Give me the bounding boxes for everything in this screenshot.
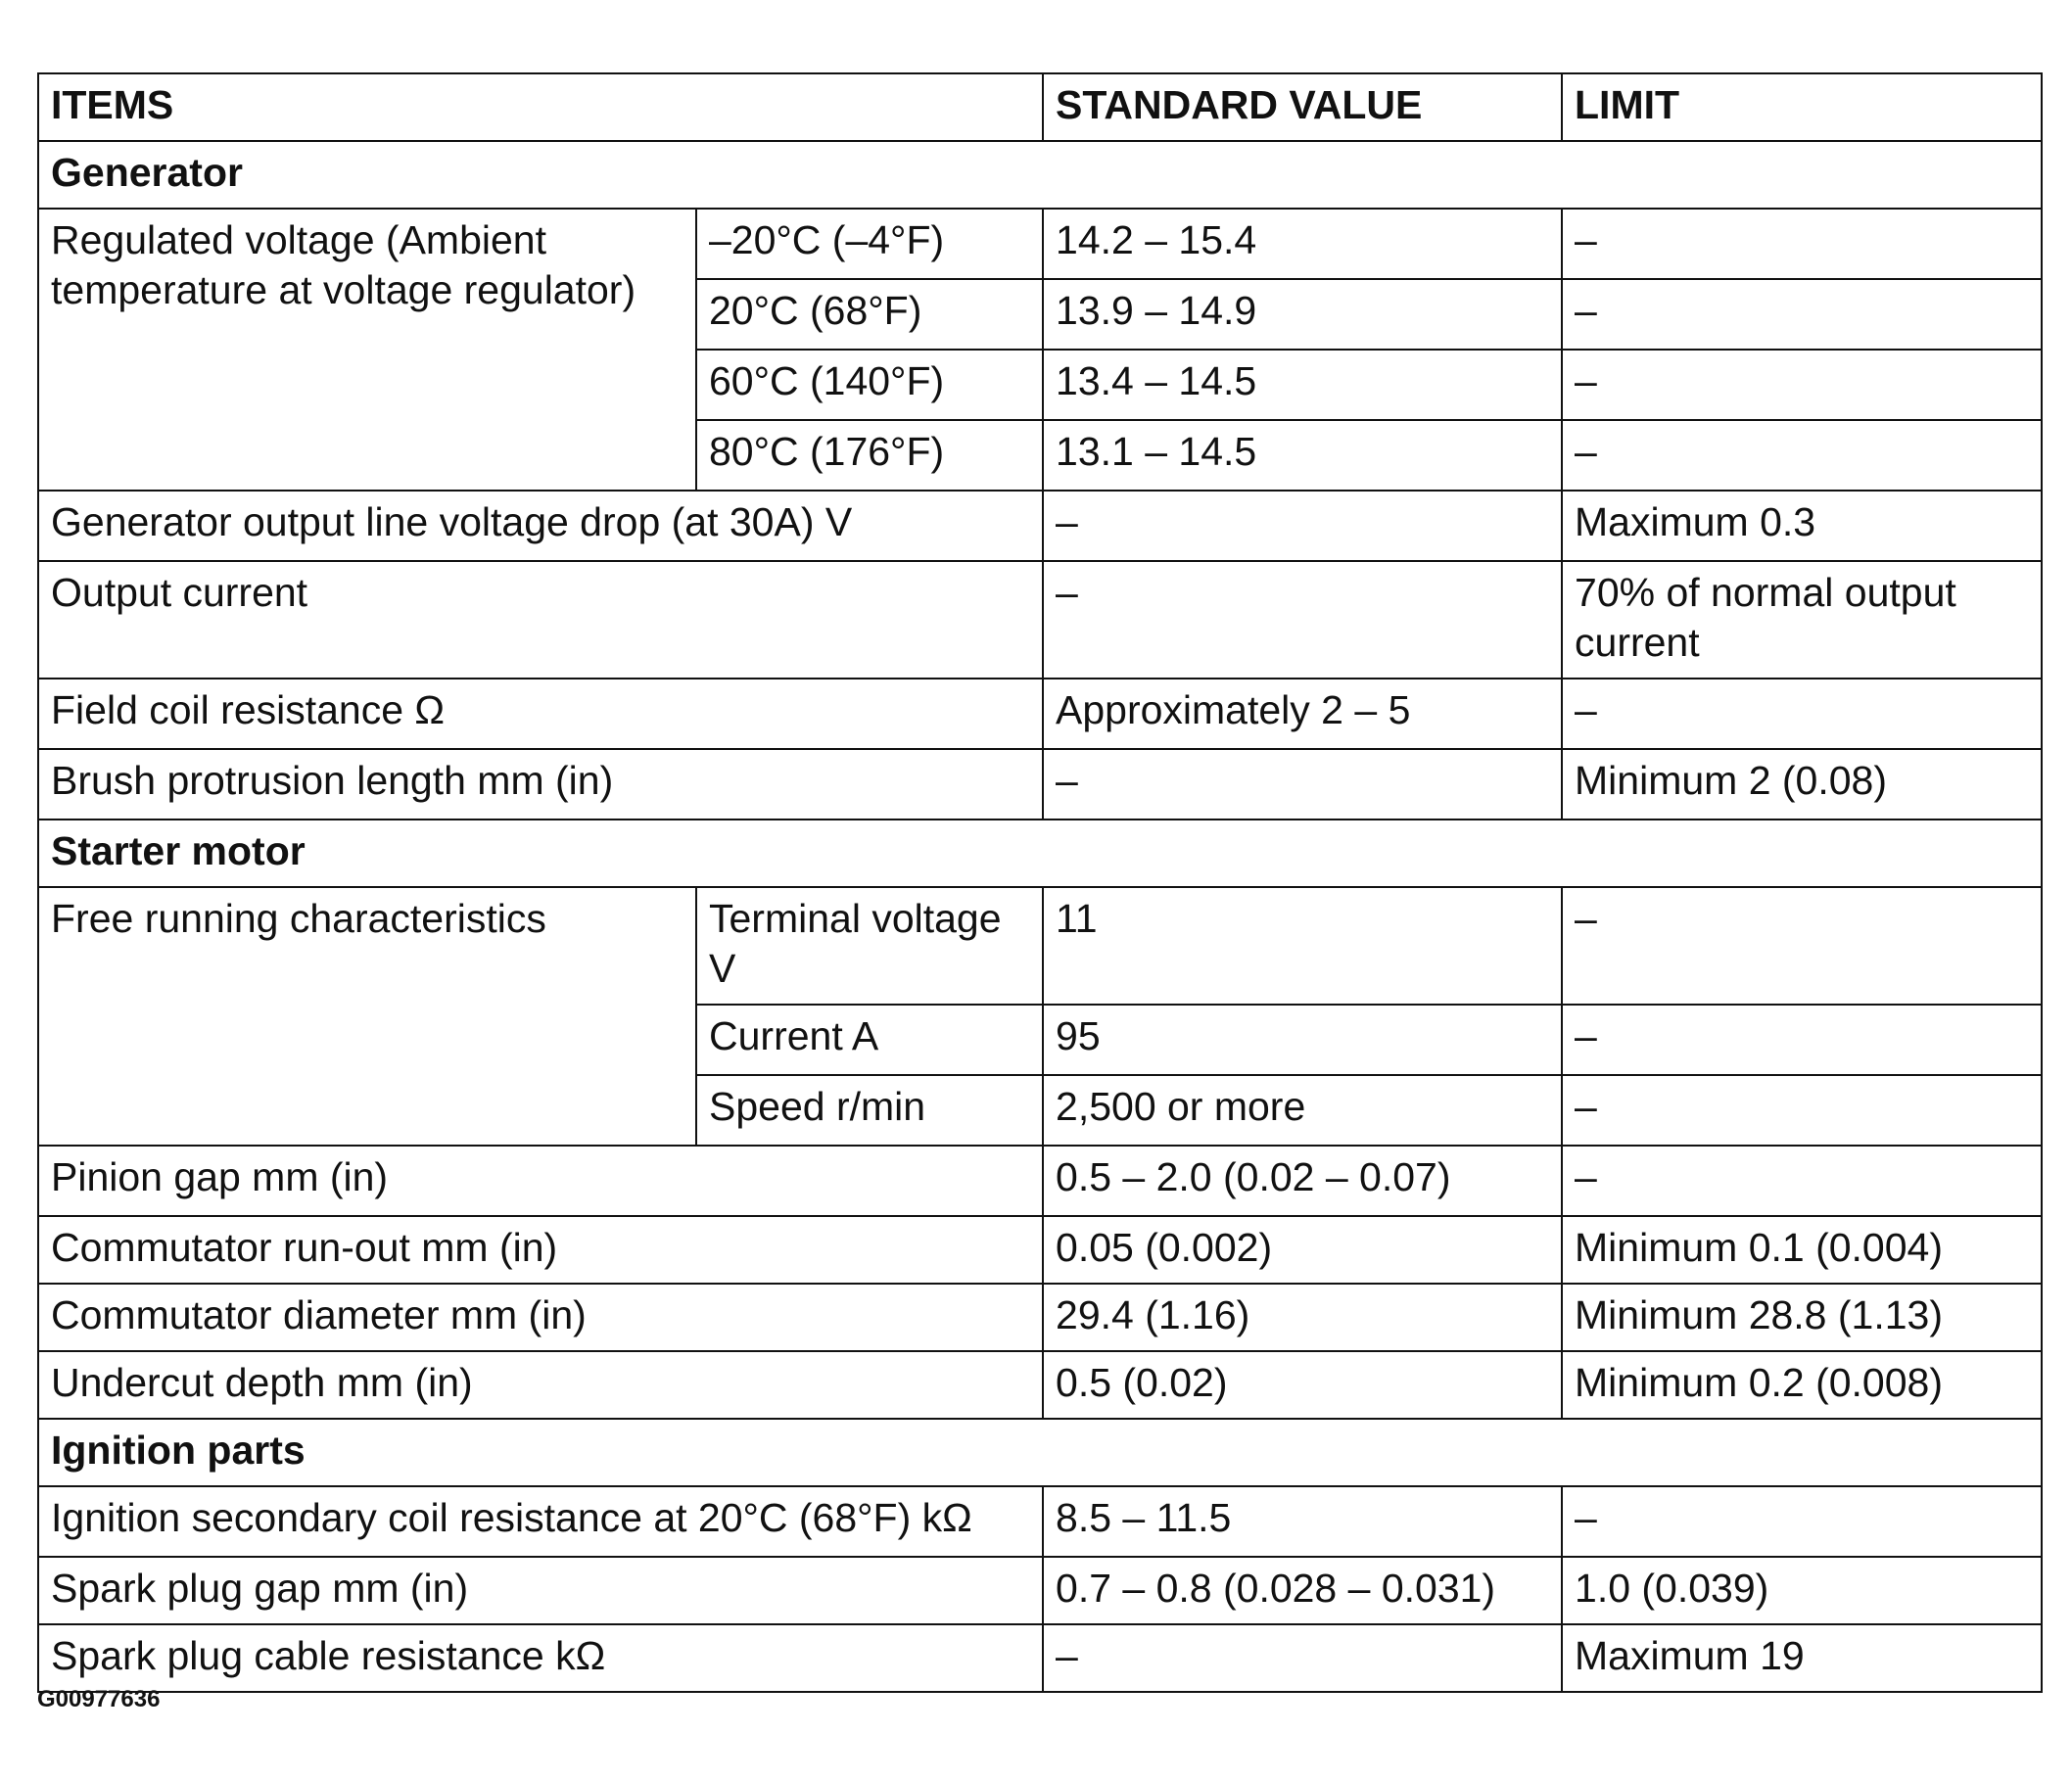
table-row	[38, 887, 2042, 1005]
item-cell: Regulated voltage (Ambient temperature at voltage regulator)	[38, 209, 696, 491]
limit-cell: –	[1562, 1486, 2042, 1557]
item-cell: Free running characteristics	[38, 887, 696, 1146]
standard-cell: 13.4 – 14.5	[1043, 350, 1562, 420]
condition-cell: Terminal voltage V	[696, 887, 1043, 1005]
table-header-row	[38, 73, 2042, 141]
limit-cell: –	[1562, 1075, 2042, 1146]
header-limit: LIMIT	[1562, 73, 2042, 141]
limit-cell: –	[1562, 420, 2042, 491]
standard-cell: 29.4 (1.16)	[1043, 1284, 1562, 1351]
standard-cell: 95	[1043, 1005, 1562, 1075]
condition-cell: 80°C (176°F)	[696, 420, 1043, 491]
section-row-starter-motor	[38, 820, 2042, 887]
section-title: Generator	[38, 141, 2042, 209]
table-row	[38, 1351, 2042, 1419]
limit-cell: 1.0 (0.039)	[1562, 1557, 2042, 1624]
condition-cell: Current A	[696, 1005, 1043, 1075]
item-cell: Commutator run-out mm (in)	[38, 1216, 1043, 1284]
figure-id: G00977636	[37, 1686, 161, 1712]
table-row	[38, 1486, 2042, 1557]
table-row	[38, 749, 2042, 820]
standard-cell: 0.7 – 0.8 (0.028 – 0.031)	[1043, 1557, 1562, 1624]
table-row	[38, 491, 2042, 561]
limit-cell: Minimum 2 (0.08)	[1562, 749, 2042, 820]
item-cell: Spark plug cable resistance kΩ	[38, 1624, 1043, 1692]
condition-cell: –20°C (–4°F)	[696, 209, 1043, 279]
standard-cell: 0.05 (0.002)	[1043, 1216, 1562, 1284]
section-title: Starter motor	[38, 820, 2042, 887]
limit-cell: –	[1562, 1146, 2042, 1216]
standard-cell: Approximately 2 – 5	[1043, 679, 1562, 749]
specifications-table	[37, 72, 2043, 1693]
header-standard-value: STANDARD VALUE	[1043, 73, 1562, 141]
standard-cell: 2,500 or more	[1043, 1075, 1562, 1146]
standard-cell: –	[1043, 561, 1562, 679]
item-cell: Undercut depth mm (in)	[38, 1351, 1043, 1419]
standard-cell: 11	[1043, 887, 1562, 1005]
table-row	[38, 1284, 2042, 1351]
standard-cell: 0.5 – 2.0 (0.02 – 0.07)	[1043, 1146, 1562, 1216]
table-row	[38, 1557, 2042, 1624]
item-cell: Spark plug gap mm (in)	[38, 1557, 1043, 1624]
item-cell: Generator output line voltage drop (at 30A) V	[38, 491, 1043, 561]
standard-cell: 13.9 – 14.9	[1043, 279, 1562, 350]
table-row	[38, 209, 2042, 279]
item-cell: Commutator diameter mm (in)	[38, 1284, 1043, 1351]
standard-cell: 0.5 (0.02)	[1043, 1351, 1562, 1419]
standard-cell: 8.5 – 11.5	[1043, 1486, 1562, 1557]
limit-cell: –	[1562, 1005, 2042, 1075]
item-cell: Ignition secondary coil resistance at 20°C (68°F) kΩ	[38, 1486, 1043, 1557]
standard-cell: –	[1043, 1624, 1562, 1692]
standard-cell: –	[1043, 749, 1562, 820]
limit-cell: –	[1562, 350, 2042, 420]
section-row-ignition-parts	[38, 1419, 2042, 1486]
table-row	[38, 1216, 2042, 1284]
limit-cell: Maximum 0.3	[1562, 491, 2042, 561]
section-title: Ignition parts	[38, 1419, 2042, 1486]
section-row-generator	[38, 141, 2042, 209]
condition-cell: 60°C (140°F)	[696, 350, 1043, 420]
limit-cell: –	[1562, 209, 2042, 279]
standard-cell: 14.2 – 15.4	[1043, 209, 1562, 279]
table-row	[38, 1624, 2042, 1692]
header-items: ITEMS	[38, 73, 1043, 141]
limit-cell: Minimum 0.1 (0.004)	[1562, 1216, 2042, 1284]
limit-cell: Minimum 0.2 (0.008)	[1562, 1351, 2042, 1419]
item-cell: Field coil resistance Ω	[38, 679, 1043, 749]
limit-cell: –	[1562, 887, 2042, 1005]
condition-cell: 20°C (68°F)	[696, 279, 1043, 350]
limit-cell: –	[1562, 679, 2042, 749]
condition-cell: Speed r/min	[696, 1075, 1043, 1146]
limit-cell: 70% of normal output current	[1562, 561, 2042, 679]
limit-cell: –	[1562, 279, 2042, 350]
item-cell: Output current	[38, 561, 1043, 679]
limit-cell: Minimum 28.8 (1.13)	[1562, 1284, 2042, 1351]
standard-cell: 13.1 – 14.5	[1043, 420, 1562, 491]
table-row	[38, 1146, 2042, 1216]
table-row	[38, 561, 2042, 679]
standard-cell: –	[1043, 491, 1562, 561]
item-cell: Brush protrusion length mm (in)	[38, 749, 1043, 820]
table-row	[38, 679, 2042, 749]
item-cell: Pinion gap mm (in)	[38, 1146, 1043, 1216]
limit-cell: Maximum 19	[1562, 1624, 2042, 1692]
